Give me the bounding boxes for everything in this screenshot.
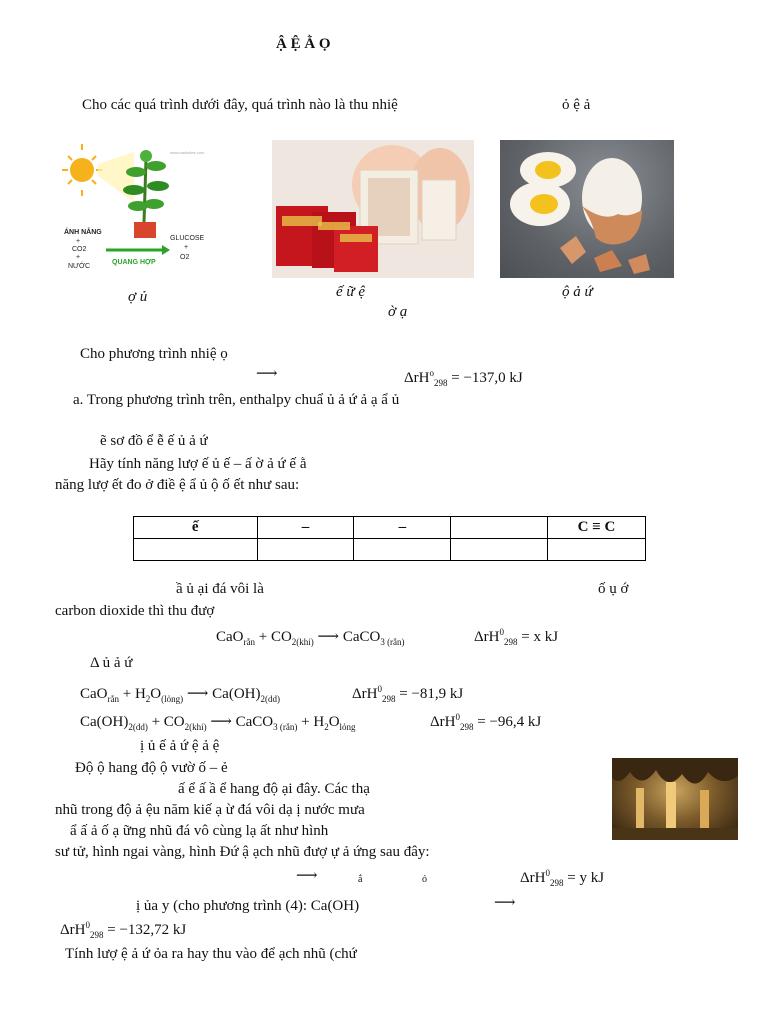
table-cell: – [354, 517, 451, 539]
equation-1: $CaO_{rắn} + CO_{2(khí)}$ ⟶ CaCO$_{3 (rắn)}$ [216, 629, 405, 647]
svg-text:+: + [76, 254, 81, 261]
q4-dh-line: ΔrH$^0_{298}$ = −132,72 kJ [60, 920, 187, 940]
q2-part-a: a. Trong phương trình trên, enthalpy chuẩ ủ ả ứ ả ạ ẩ ủ [73, 392, 400, 408]
quang-hop-label: QUANG HỢP [112, 259, 156, 266]
equation-4-enthalpy: ΔrH$^0_{298}$ = y kJ [520, 868, 605, 888]
q1-intro-right: ỏ ệ ả [562, 97, 591, 113]
watermark-label: www.dadlsbee.com [170, 150, 205, 155]
q4-line1: Độ ộ hang độ ộ vườ ố – ẻ [75, 760, 228, 776]
nuoc-label: NƯỚC [68, 263, 91, 270]
heat-patch-image [272, 140, 474, 278]
caption-heat-patch-1: ế ữ ệ [336, 284, 365, 300]
q2-enthalpy: ΔrH$^o_{298}$ = −137,0 kJ [404, 368, 523, 388]
q3-line1-right: ố ụ ớ [598, 581, 629, 597]
q3-calc-line: ị ủ ế ả ứ ệ ả ệ [140, 738, 220, 754]
q2-part-b: ẽ sơ đồ ể ễ ế ủ ả ứ [100, 433, 208, 449]
bond-energy-table [133, 516, 646, 561]
equation-1-enthalpy: ΔrH$^0_{298}$ = x kJ [474, 627, 559, 647]
q1-intro: Cho các quá trình dưới đây, quá trình nào là thu nhiệ [82, 97, 398, 113]
q3-line1: ầ ủ ại đá vôi là [176, 581, 264, 597]
cave-image [612, 758, 738, 840]
q3-line2: carbon dioxide thì thu đượ [55, 603, 215, 619]
equation-2-enthalpy: ΔrH$^0_{298}$ = −81,9 kJ [352, 684, 464, 704]
q2-part-c-2: năng lượ ết đo ở điề ệ ẩ ủ ộ ố ết như sau: [55, 477, 300, 493]
page-title: Ậ Ệ Ằ Ọ [276, 36, 331, 52]
q4-line2: ấ ể ấ ầ ể hang độ ại đây. Các thạ [178, 781, 370, 797]
q4-line3: nhũ trong độ ả ệu năm kiế ạ ừ đá vôi dạ ị nước mưa [55, 802, 365, 818]
q2-arrow: ⟶ [256, 366, 278, 382]
table-header-row [134, 517, 646, 539]
photosynthesis-image [62, 142, 214, 280]
boiled-egg-image [500, 140, 674, 278]
caption-photosynthesis: ợ ủ [128, 289, 148, 305]
table-cell [257, 539, 354, 561]
eq4-mid1: ắ [358, 874, 363, 885]
q4-y-arrow: ⟶ [494, 895, 516, 911]
table-cell: C ≡ C [548, 517, 646, 539]
equation-3: $Ca(OH)_{2(dd)} + CO_{2(khí)}$ ⟶ CaCO$_{3 (rắn)}$ + $H_2O_{lỏng}$ [80, 714, 356, 732]
table-cell: ế [134, 517, 258, 539]
q4-line4: ẩ ấ ả ố ạ ững nhũ đá vô cùng lạ ất như hình [70, 823, 329, 839]
table-cell [354, 539, 451, 561]
q4-line5: sư tử, hình ngai vàng, hình Đứ ậ ạch nhũ đượ ự ả ứng sau đây: [55, 844, 430, 860]
q2-part-c-1: Hãy tính năng lượ ế ủ ế – ấ ờ ả ứ ế ằ [89, 456, 307, 472]
caption-heat-patch-2: ờ ạ [388, 304, 408, 320]
caption-egg: ộ ả ứ [562, 284, 593, 300]
svg-text:+: + [76, 238, 81, 245]
q4-last-line: Tính lượ ệ ả ứ ỏa ra hay thu vào để ạch nhũ (chứ [65, 946, 357, 962]
q2-intro: Cho phương trình nhiệ ọ [80, 346, 228, 362]
table-cell [451, 517, 548, 539]
table-row [134, 539, 646, 561]
table-cell [134, 539, 258, 561]
co2-label: CO2 [72, 246, 87, 253]
q4-y-line: ị ủa y (cho phương trình (4): Ca(OH) [136, 898, 360, 914]
table-cell [548, 539, 646, 561]
glucose-label: GLUCOSE [170, 235, 205, 242]
anh-nang-label: ÁNH NẮNG [64, 229, 102, 236]
svg-text:+: + [184, 244, 189, 251]
q3-delta-line: Δ ủ ả ứ [90, 655, 133, 671]
eq4-mid2: ỏ [422, 874, 427, 885]
table-cell: – [257, 517, 354, 539]
equation-3-enthalpy: ΔrH$^0_{298}$ = −96,4 kJ [430, 712, 542, 732]
equation-2: $CaO_{rắn} + H_2O_{(lỏng)}$ ⟶ $Ca(OH)_{2(dd)}$ [80, 686, 280, 704]
o2-label: O2 [180, 254, 190, 261]
table-cell [451, 539, 548, 561]
eq4-arrow: ⟶ [296, 868, 318, 884]
